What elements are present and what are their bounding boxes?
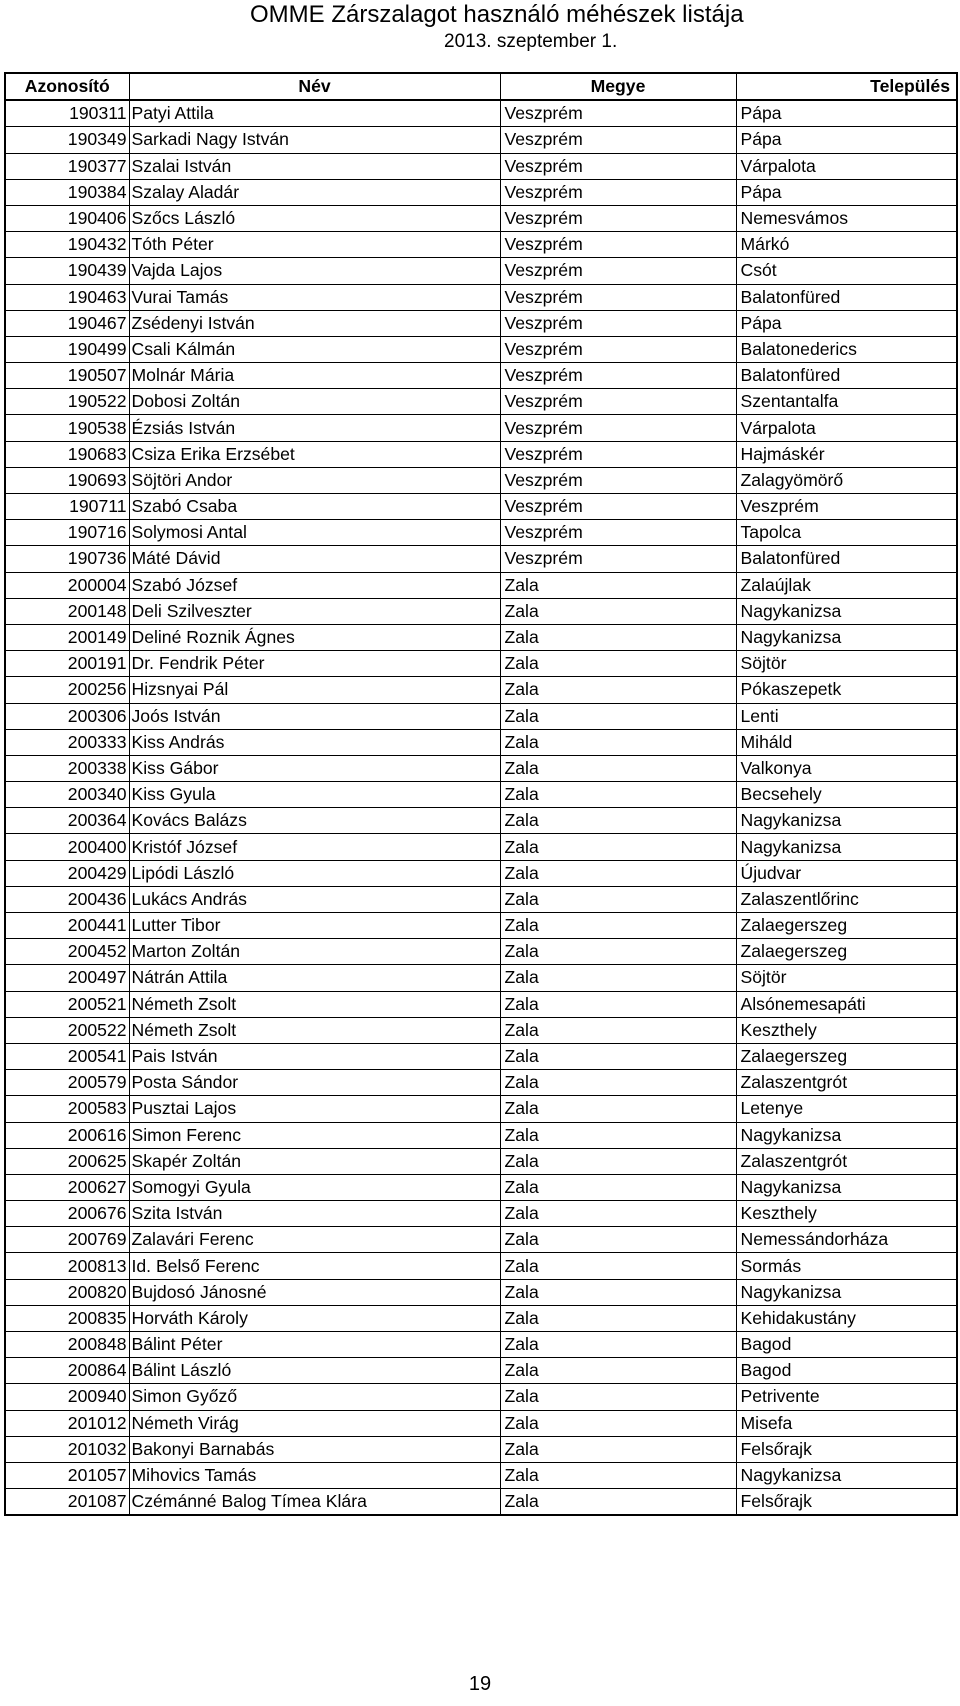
- cell-county: Veszprém: [500, 546, 736, 572]
- cell-town: Söjtör: [736, 651, 957, 677]
- cell-town: Bagod: [736, 1358, 957, 1384]
- cell-id: 200940: [5, 1384, 129, 1410]
- cell-town: Nagykanizsa: [736, 834, 957, 860]
- cell-id: 200522: [5, 1017, 129, 1043]
- cell-name: Szabó József: [129, 572, 500, 598]
- table-row: [5, 624, 957, 650]
- cell-name: Szalai István: [129, 153, 500, 179]
- table-row: [5, 808, 957, 834]
- document-date: 2013. szeptember 1.: [444, 31, 618, 52]
- cell-county: Zala: [500, 1096, 736, 1122]
- cell-county: Zala: [500, 860, 736, 886]
- cell-county: Zala: [500, 1017, 736, 1043]
- cell-county: Zala: [500, 624, 736, 650]
- cell-id: 200441: [5, 913, 129, 939]
- cell-county: Zala: [500, 834, 736, 860]
- cell-id: 200191: [5, 651, 129, 677]
- cell-county: Veszprém: [500, 284, 736, 310]
- table-row: [5, 258, 957, 284]
- cell-name: Zalavári Ferenc: [129, 1227, 500, 1253]
- cell-id: 200338: [5, 755, 129, 781]
- cell-id: 190377: [5, 153, 129, 179]
- cell-county: Veszprém: [500, 441, 736, 467]
- cell-name: Vurai Tamás: [129, 284, 500, 310]
- cell-name: Szabó Csaba: [129, 494, 500, 520]
- cell-county: Veszprém: [500, 179, 736, 205]
- cell-id: 200340: [5, 782, 129, 808]
- table-body: [5, 100, 957, 1515]
- cell-town: Zalaszentgrót: [736, 1148, 957, 1174]
- cell-town: Balatonfüred: [736, 546, 957, 572]
- cell-id: 190439: [5, 258, 129, 284]
- cell-town: Becsehely: [736, 782, 957, 808]
- cell-name: Joós István: [129, 703, 500, 729]
- table-row: [5, 389, 957, 415]
- cell-town: Pápa: [736, 310, 957, 336]
- table-row: [5, 1043, 957, 1069]
- cell-id: 200497: [5, 965, 129, 991]
- table-row: [5, 1462, 957, 1488]
- cell-name: Pais István: [129, 1043, 500, 1069]
- table-row: [5, 1122, 957, 1148]
- cell-town: Felsőrajk: [736, 1436, 957, 1462]
- table-row: [5, 834, 957, 860]
- table-row: [5, 100, 957, 127]
- cell-town: Nagykanizsa: [736, 1279, 957, 1305]
- table-row: [5, 520, 957, 546]
- cell-name: Bálint Péter: [129, 1332, 500, 1358]
- cell-town: Letenye: [736, 1096, 957, 1122]
- cell-county: Zala: [500, 677, 736, 703]
- table-row: [5, 179, 957, 205]
- cell-county: Zala: [500, 1410, 736, 1436]
- cell-id: 190349: [5, 127, 129, 153]
- cell-id: 200429: [5, 860, 129, 886]
- cell-id: 200676: [5, 1201, 129, 1227]
- table-row: [5, 729, 957, 755]
- cell-name: Posta Sándor: [129, 1070, 500, 1096]
- column-header-county: Megye: [500, 73, 736, 100]
- cell-name: Szalay Aladár: [129, 179, 500, 205]
- cell-id: 190716: [5, 520, 129, 546]
- document-title: OMME Zárszalagot használó méhészek listája: [250, 1, 744, 28]
- cell-name: Csali Kálmán: [129, 336, 500, 362]
- table-row: [5, 363, 957, 389]
- table-row: [5, 1332, 957, 1358]
- cell-town: Nemesvámos: [736, 205, 957, 231]
- cell-id: 190683: [5, 441, 129, 467]
- cell-id: 201057: [5, 1462, 129, 1488]
- cell-name: Mihovics Tamás: [129, 1462, 500, 1488]
- table-row: [5, 205, 957, 231]
- cell-town: Nagykanizsa: [736, 1462, 957, 1488]
- cell-name: Kiss Gábor: [129, 755, 500, 781]
- cell-name: Horváth Károly: [129, 1305, 500, 1331]
- cell-town: Nagykanizsa: [736, 1122, 957, 1148]
- cell-id: 201032: [5, 1436, 129, 1462]
- cell-county: Zala: [500, 1122, 736, 1148]
- cell-name: Somogyi Gyula: [129, 1174, 500, 1200]
- cell-name: Czémánné Balog Tímea Klára: [129, 1489, 500, 1516]
- cell-id: 200149: [5, 624, 129, 650]
- cell-name: Pusztai Lajos: [129, 1096, 500, 1122]
- beekeeper-table: [4, 72, 958, 1516]
- cell-id: 200333: [5, 729, 129, 755]
- cell-county: Veszprém: [500, 415, 736, 441]
- column-header-town: Település: [736, 73, 957, 100]
- cell-town: Szentantalfa: [736, 389, 957, 415]
- cell-id: 200364: [5, 808, 129, 834]
- cell-id: 190467: [5, 310, 129, 336]
- cell-name: Tóth Péter: [129, 232, 500, 258]
- cell-name: Patyi Attila: [129, 100, 500, 127]
- cell-county: Veszprém: [500, 153, 736, 179]
- cell-county: Zala: [500, 1174, 736, 1200]
- cell-county: Zala: [500, 1201, 736, 1227]
- cell-county: Veszprém: [500, 389, 736, 415]
- table-row: [5, 415, 957, 441]
- cell-name: Zsédenyi István: [129, 310, 500, 336]
- table-row: [5, 1017, 957, 1043]
- table-row: [5, 336, 957, 362]
- cell-county: Zala: [500, 1462, 736, 1488]
- cell-county: Zala: [500, 782, 736, 808]
- cell-id: 190499: [5, 336, 129, 362]
- cell-county: Veszprém: [500, 205, 736, 231]
- cell-town: Kehidakustány: [736, 1305, 957, 1331]
- cell-town: Hajmáskér: [736, 441, 957, 467]
- cell-name: Vajda Lajos: [129, 258, 500, 284]
- cell-town: Sormás: [736, 1253, 957, 1279]
- cell-county: Veszprém: [500, 232, 736, 258]
- cell-town: Nagykanizsa: [736, 598, 957, 624]
- cell-name: Bakonyi Barnabás: [129, 1436, 500, 1462]
- cell-id: 200627: [5, 1174, 129, 1200]
- table-row: [5, 153, 957, 179]
- cell-town: Keszthely: [736, 1017, 957, 1043]
- cell-town: Veszprém: [736, 494, 957, 520]
- cell-name: Id. Belső Ferenc: [129, 1253, 500, 1279]
- table-row: [5, 1227, 957, 1253]
- cell-town: Újudvar: [736, 860, 957, 886]
- cell-id: 200452: [5, 939, 129, 965]
- column-header-id: Azonosító: [5, 73, 129, 100]
- cell-town: Márkó: [736, 232, 957, 258]
- table-row: [5, 677, 957, 703]
- cell-id: 200148: [5, 598, 129, 624]
- cell-town: Pápa: [736, 127, 957, 153]
- table-row: [5, 310, 957, 336]
- table-row: [5, 991, 957, 1017]
- table-row: [5, 494, 957, 520]
- cell-county: Zala: [500, 755, 736, 781]
- cell-county: Zala: [500, 1489, 736, 1516]
- cell-county: Zala: [500, 808, 736, 834]
- cell-id: 190736: [5, 546, 129, 572]
- cell-county: Veszprém: [500, 258, 736, 284]
- cell-town: Keszthely: [736, 1201, 957, 1227]
- cell-id: 201012: [5, 1410, 129, 1436]
- cell-town: Nemessándorháza: [736, 1227, 957, 1253]
- cell-county: Zala: [500, 1253, 736, 1279]
- cell-town: Zalaszentlőrinc: [736, 886, 957, 912]
- cell-id: 201087: [5, 1489, 129, 1516]
- table-row: [5, 546, 957, 572]
- table-row: [5, 232, 957, 258]
- table-row: [5, 1201, 957, 1227]
- table-row: [5, 572, 957, 598]
- table-row: [5, 1489, 957, 1516]
- cell-town: Felsőrajk: [736, 1489, 957, 1516]
- cell-id: 190406: [5, 205, 129, 231]
- cell-town: Nagykanizsa: [736, 1174, 957, 1200]
- table-row: [5, 1174, 957, 1200]
- cell-town: Misefa: [736, 1410, 957, 1436]
- cell-town: Pápa: [736, 100, 957, 127]
- cell-id: 200306: [5, 703, 129, 729]
- cell-name: Kiss András: [129, 729, 500, 755]
- table-header-row: [5, 73, 957, 100]
- cell-town: Tapolca: [736, 520, 957, 546]
- column-header-name: Név: [129, 73, 500, 100]
- cell-name: Ézsiás István: [129, 415, 500, 441]
- cell-county: Veszprém: [500, 363, 736, 389]
- cell-town: Pókaszepetk: [736, 677, 957, 703]
- cell-id: 200820: [5, 1279, 129, 1305]
- cell-name: Söjtöri Andor: [129, 467, 500, 493]
- cell-name: Sarkadi Nagy István: [129, 127, 500, 153]
- cell-name: Dobosi Zoltán: [129, 389, 500, 415]
- cell-county: Zala: [500, 913, 736, 939]
- cell-id: 200521: [5, 991, 129, 1017]
- cell-id: 200864: [5, 1358, 129, 1384]
- table-row: [5, 860, 957, 886]
- table-row: [5, 703, 957, 729]
- cell-county: Zala: [500, 598, 736, 624]
- cell-town: Lenti: [736, 703, 957, 729]
- cell-id: 200813: [5, 1253, 129, 1279]
- cell-town: Söjtör: [736, 965, 957, 991]
- table-row: [5, 284, 957, 310]
- cell-name: Lukács András: [129, 886, 500, 912]
- cell-id: 200583: [5, 1096, 129, 1122]
- cell-id: 190522: [5, 389, 129, 415]
- cell-name: Németh Zsolt: [129, 991, 500, 1017]
- table-row: [5, 1305, 957, 1331]
- cell-town: Balatonederics: [736, 336, 957, 362]
- cell-name: Lutter Tibor: [129, 913, 500, 939]
- cell-town: Csót: [736, 258, 957, 284]
- cell-name: Németh Zsolt: [129, 1017, 500, 1043]
- table-row: [5, 939, 957, 965]
- cell-town: Zalaszentgrót: [736, 1070, 957, 1096]
- table-row: [5, 598, 957, 624]
- table-row: [5, 886, 957, 912]
- cell-name: Simon Ferenc: [129, 1122, 500, 1148]
- cell-county: Zala: [500, 1070, 736, 1096]
- cell-name: Kristóf József: [129, 834, 500, 860]
- table-row: [5, 1148, 957, 1174]
- table-row: [5, 127, 957, 153]
- cell-id: 190538: [5, 415, 129, 441]
- cell-town: Zalaegerszeg: [736, 913, 957, 939]
- cell-id: 200400: [5, 834, 129, 860]
- cell-county: Zala: [500, 1358, 736, 1384]
- cell-name: Lipódi László: [129, 860, 500, 886]
- table-row: [5, 1410, 957, 1436]
- cell-town: Nagykanizsa: [736, 808, 957, 834]
- cell-id: 200436: [5, 886, 129, 912]
- cell-county: Zala: [500, 939, 736, 965]
- cell-county: Zala: [500, 572, 736, 598]
- cell-id: 190384: [5, 179, 129, 205]
- cell-id: 200579: [5, 1070, 129, 1096]
- cell-name: Hizsnyai Pál: [129, 677, 500, 703]
- cell-name: Skapér Zoltán: [129, 1148, 500, 1174]
- cell-county: Veszprém: [500, 127, 736, 153]
- cell-town: Zalaegerszeg: [736, 1043, 957, 1069]
- cell-name: Bujdosó Jánosné: [129, 1279, 500, 1305]
- cell-town: Zalaegerszeg: [736, 939, 957, 965]
- cell-town: Petrivente: [736, 1384, 957, 1410]
- table-row: [5, 1253, 957, 1279]
- cell-county: Zala: [500, 703, 736, 729]
- cell-name: Csiza Erika Erzsébet: [129, 441, 500, 467]
- cell-id: 200769: [5, 1227, 129, 1253]
- cell-county: Zala: [500, 886, 736, 912]
- cell-town: Bagod: [736, 1332, 957, 1358]
- cell-county: Zala: [500, 965, 736, 991]
- cell-county: Veszprém: [500, 520, 736, 546]
- cell-name: Kiss Gyula: [129, 782, 500, 808]
- table-row: [5, 1436, 957, 1462]
- cell-county: Veszprém: [500, 336, 736, 362]
- cell-name: Marton Zoltán: [129, 939, 500, 965]
- table-row: [5, 651, 957, 677]
- cell-county: Zala: [500, 1148, 736, 1174]
- cell-town: Várpalota: [736, 153, 957, 179]
- table-row: [5, 467, 957, 493]
- table-row: [5, 1384, 957, 1410]
- cell-name: Németh Virág: [129, 1410, 500, 1436]
- cell-id: 200848: [5, 1332, 129, 1358]
- cell-county: Zala: [500, 1332, 736, 1358]
- cell-county: Zala: [500, 729, 736, 755]
- cell-id: 190463: [5, 284, 129, 310]
- cell-name: Deli Szilveszter: [129, 598, 500, 624]
- cell-county: Veszprém: [500, 100, 736, 127]
- cell-county: Veszprém: [500, 310, 736, 336]
- cell-county: Zala: [500, 1279, 736, 1305]
- table-row: [5, 441, 957, 467]
- cell-id: 190711: [5, 494, 129, 520]
- cell-name: Molnár Mária: [129, 363, 500, 389]
- cell-town: Alsónemesapáti: [736, 991, 957, 1017]
- table-row: [5, 782, 957, 808]
- cell-name: Dr. Fendrik Péter: [129, 651, 500, 677]
- cell-id: 200835: [5, 1305, 129, 1331]
- cell-id: 190432: [5, 232, 129, 258]
- cell-name: Deliné Roznik Ágnes: [129, 624, 500, 650]
- cell-name: Szőcs László: [129, 205, 500, 231]
- cell-county: Zala: [500, 1384, 736, 1410]
- cell-county: Veszprém: [500, 494, 736, 520]
- cell-name: Bálint László: [129, 1358, 500, 1384]
- cell-town: Miháld: [736, 729, 957, 755]
- cell-id: 190693: [5, 467, 129, 493]
- cell-id: 190311: [5, 100, 129, 127]
- cell-town: Zalagyömörő: [736, 467, 957, 493]
- cell-name: Simon Győző: [129, 1384, 500, 1410]
- table-row: [5, 1279, 957, 1305]
- cell-county: Zala: [500, 1436, 736, 1462]
- cell-county: Zala: [500, 651, 736, 677]
- table-row: [5, 913, 957, 939]
- cell-id: 200256: [5, 677, 129, 703]
- cell-county: Zala: [500, 1305, 736, 1331]
- cell-id: 200004: [5, 572, 129, 598]
- table-row: [5, 755, 957, 781]
- cell-county: Veszprém: [500, 467, 736, 493]
- cell-town: Valkonya: [736, 755, 957, 781]
- cell-town: Balatonfüred: [736, 284, 957, 310]
- cell-county: Zala: [500, 991, 736, 1017]
- cell-id: 200625: [5, 1148, 129, 1174]
- cell-id: 200616: [5, 1122, 129, 1148]
- cell-name: Szita István: [129, 1201, 500, 1227]
- cell-name: Solymosi Antal: [129, 520, 500, 546]
- cell-town: Nagykanizsa: [736, 624, 957, 650]
- cell-town: Zalaújlak: [736, 572, 957, 598]
- cell-town: Balatonfüred: [736, 363, 957, 389]
- table-row: [5, 1096, 957, 1122]
- cell-id: 200541: [5, 1043, 129, 1069]
- cell-id: 190507: [5, 363, 129, 389]
- cell-name: Máté Dávid: [129, 546, 500, 572]
- cell-town: Pápa: [736, 179, 957, 205]
- cell-name: Nátrán Attila: [129, 965, 500, 991]
- page-number: 19: [468, 1673, 492, 1695]
- cell-town: Várpalota: [736, 415, 957, 441]
- table-row: [5, 965, 957, 991]
- table-row: [5, 1070, 957, 1096]
- table-row: [5, 1358, 957, 1384]
- cell-county: Zala: [500, 1227, 736, 1253]
- cell-name: Kovács Balázs: [129, 808, 500, 834]
- cell-county: Zala: [500, 1043, 736, 1069]
